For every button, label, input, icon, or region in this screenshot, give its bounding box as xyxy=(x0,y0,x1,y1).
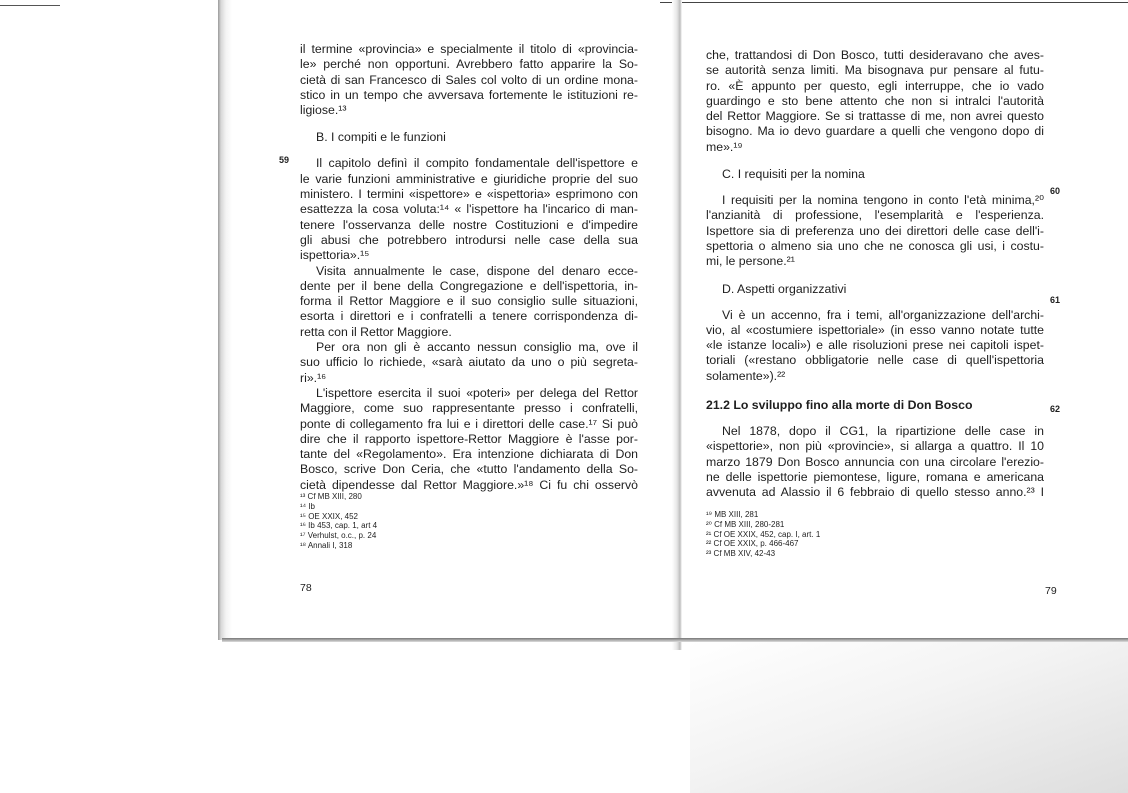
text-line: ri».¹⁶ xyxy=(300,370,327,385)
text-line: bisogno. Ma io devo guardare a quelli che vengono dopo di xyxy=(706,124,1044,139)
footnote: ¹⁷ Verhulst, o.c., p. 24 xyxy=(300,531,377,541)
text-line: ponte di collegamento fra lui e i direttori delle case.¹⁷ Si può xyxy=(300,416,638,431)
text-line: I requisiti per la nomina tengono in conto l'età minima,²⁰ xyxy=(722,193,1044,208)
text-line: retta con il Rettor Maggiore. xyxy=(300,324,452,339)
text-line: gli abusi che potrebbero introdursi nelle case della sua xyxy=(300,232,638,247)
margin-number: 62 xyxy=(1050,404,1061,414)
paragraph xyxy=(706,424,1044,500)
paragraph xyxy=(300,42,638,118)
scan-shadow xyxy=(690,642,1128,793)
text-line: Visita annualmente le case, dispone del denaro ecce- xyxy=(316,263,638,278)
right-page xyxy=(706,48,1044,501)
footnote: ¹³ Cf MB XIII, 280 xyxy=(300,492,362,501)
paragraph xyxy=(706,308,1044,384)
text-line: cietà dipendesse dal Rettor Maggiore.»¹⁸ Ci fu chi osservò xyxy=(300,477,638,492)
text-line: ispettoria».¹⁵ xyxy=(300,248,370,263)
text-line: se autorità senza limiti. Ma bisognava pur pensare al futu- xyxy=(706,63,1044,78)
text-line: mi, le persone.²¹ xyxy=(706,254,795,269)
margin-number: 61 xyxy=(1050,295,1061,305)
footnote: ²² Cf OE XXIX, p. 466-467 xyxy=(706,539,799,549)
footnotes xyxy=(300,492,377,551)
text-line: Per ora non gli è accanto nessun consiglio ma, ove il xyxy=(316,340,638,355)
section-heading: D. Aspetti organizzativi xyxy=(722,281,847,296)
footnote: ¹⁴ Ib xyxy=(300,501,315,511)
page-number: 79 xyxy=(1045,585,1057,597)
footnote: ²⁰ Cf MB XIII, 280-281 xyxy=(706,519,785,529)
text-line: cietà di san Francesco di Sales col volto di un ordine mona- xyxy=(300,72,638,87)
text-line: spettoria o almeno sia uno che ne conosca gli usi, i costu- xyxy=(706,238,1044,253)
text-line: marzo 1879 Don Bosco annuncia con una circolare l'erezio- xyxy=(706,454,1044,469)
text-line: Ispettore sia di preferenza uno dei direttori delle case dell'i- xyxy=(706,223,1044,238)
footnote: ²³ Cf MB XIV, 42-43 xyxy=(706,549,776,559)
paragraph xyxy=(706,48,1044,155)
text-line: avvenuta ad Alassio il 6 febbraio di quello stesso anno.²³ I xyxy=(706,485,1044,500)
text-line: guardingo e sto bene attento che non si intralci l'autorità xyxy=(706,93,1044,108)
footnote: ¹⁶ Ib 453, cap. 1, art 4 xyxy=(300,521,378,531)
text-line: me».¹⁹ xyxy=(706,139,743,154)
text-line: suo ufficio lo richiede, «sarà aiutato da uno o più segreta- xyxy=(300,355,638,370)
text-line: Maggiore, come suo rappresentante presso i confratelli, xyxy=(300,401,638,416)
text-line: del Rettor Maggiore. Se si trattasse di me, non avrei questo xyxy=(706,109,1044,124)
text-line: toriali («restano obbligatorie nelle case di quell'ispettoria xyxy=(706,353,1044,368)
footnote: ¹⁸ Annali I, 318 xyxy=(300,540,353,550)
text-line: le varie funzioni amministrative e giuridiche proprie del suo xyxy=(300,171,638,186)
section-heading: C. I requisiti per la nomina xyxy=(722,167,865,182)
text-line: esattezza la cosa voluta:¹⁴ « l'ispettore ha l'incarico di man- xyxy=(300,202,638,217)
footnotes xyxy=(706,510,820,559)
text-line: Nel 1878, dopo il CG1, la ripartizione delle case in xyxy=(722,424,1044,439)
text-line: vio, al «costumiere ispettoriale» (in esso vanno notate tutte xyxy=(706,322,1044,337)
text-line: «le istanze locali») e alle risoluzioni prese nei capitoli ispet- xyxy=(706,338,1044,353)
footnote: ¹⁹ MB XIII, 281 xyxy=(706,510,759,519)
scan-edge-line xyxy=(660,2,1128,3)
text-line: tante del «Regolamento». Era intenzione dichiarata di Don xyxy=(300,447,638,462)
text-line: il termine «provincia» e specialmente il titolo di «provincia- xyxy=(300,42,638,56)
text-line: Bosco, scrive Don Ceria, che «tutto l'andamento della So- xyxy=(300,462,638,477)
text-line: Vi è un accenno, fra i temi, all'organizzazione dell'archi- xyxy=(722,307,1044,322)
page-number: 78 xyxy=(300,582,312,594)
text-line: L'ispettore esercita il suoi «poteri» per delega del Rettor xyxy=(316,385,638,400)
section-title: 21.2 Lo sviluppo fino alla morte di Don Bosco xyxy=(706,398,973,413)
text-line: ministero. I termini «ispettore» e «ispettoria» esprimono con xyxy=(300,187,638,202)
text-line: solamente»).²² xyxy=(706,368,786,383)
book-gutter xyxy=(672,0,682,650)
paragraph xyxy=(300,386,638,493)
section-heading: B. I compiti e le funzioni xyxy=(316,130,446,145)
text-line: «ispettorie», non più «provincie», si allarga a quattro. Il 10 xyxy=(706,439,1044,454)
text-line: forma il Rettor Maggiore e il suo consiglio sulle situazioni, xyxy=(300,294,638,309)
margin-number: 60 xyxy=(1050,186,1061,196)
text-line: le» perché non opportuni. Avrebbero fatto apparire la So- xyxy=(300,57,638,72)
text-line: Il capitolo definì il compito fondamentale dell'ispettore e xyxy=(316,156,638,171)
text-line: dire che il rapporto ispettore-Rettor Maggiore è l'asse por- xyxy=(300,431,638,446)
book-spine-shadow xyxy=(218,0,232,640)
text-line: che, trattandosi di Don Bosco, tutti desideravano che aves- xyxy=(706,48,1044,62)
text-line: stico in un tempo che avversava fortemente le istituzioni re- xyxy=(300,87,638,102)
scan-edge-line xyxy=(0,5,60,6)
text-line: ligiose.¹³ xyxy=(300,103,347,118)
text-line: ro. «È appunto per questo, egli interruppe, che io vado xyxy=(706,78,1044,93)
text-line: dente per il bene della Congregazione e dell'ispettoria, in- xyxy=(300,278,638,293)
footnote: ¹⁵ OE XXIX, 452 xyxy=(300,511,359,521)
text-line: l'anzianità di professione, l'esemplarità e l'esperienza. xyxy=(706,208,1044,223)
footnote: ²¹ Cf OE XXIX, 452, cap. I, art. 1 xyxy=(706,529,821,539)
text-line: esorta i direttori e i confratelli a tenere corrispondenza di- xyxy=(300,309,638,324)
paragraph xyxy=(300,340,638,386)
left-page xyxy=(300,42,638,493)
paragraph xyxy=(706,193,1044,269)
text-line: tenere l'osservanza delle nostre Costituzioni e d'impedire xyxy=(300,217,638,232)
text-line: ne delle ispettorie piemontese, ligure, romana e americana xyxy=(706,469,1044,484)
paragraph xyxy=(300,264,638,340)
margin-number: 59 xyxy=(279,155,290,165)
paragraph xyxy=(300,156,638,263)
